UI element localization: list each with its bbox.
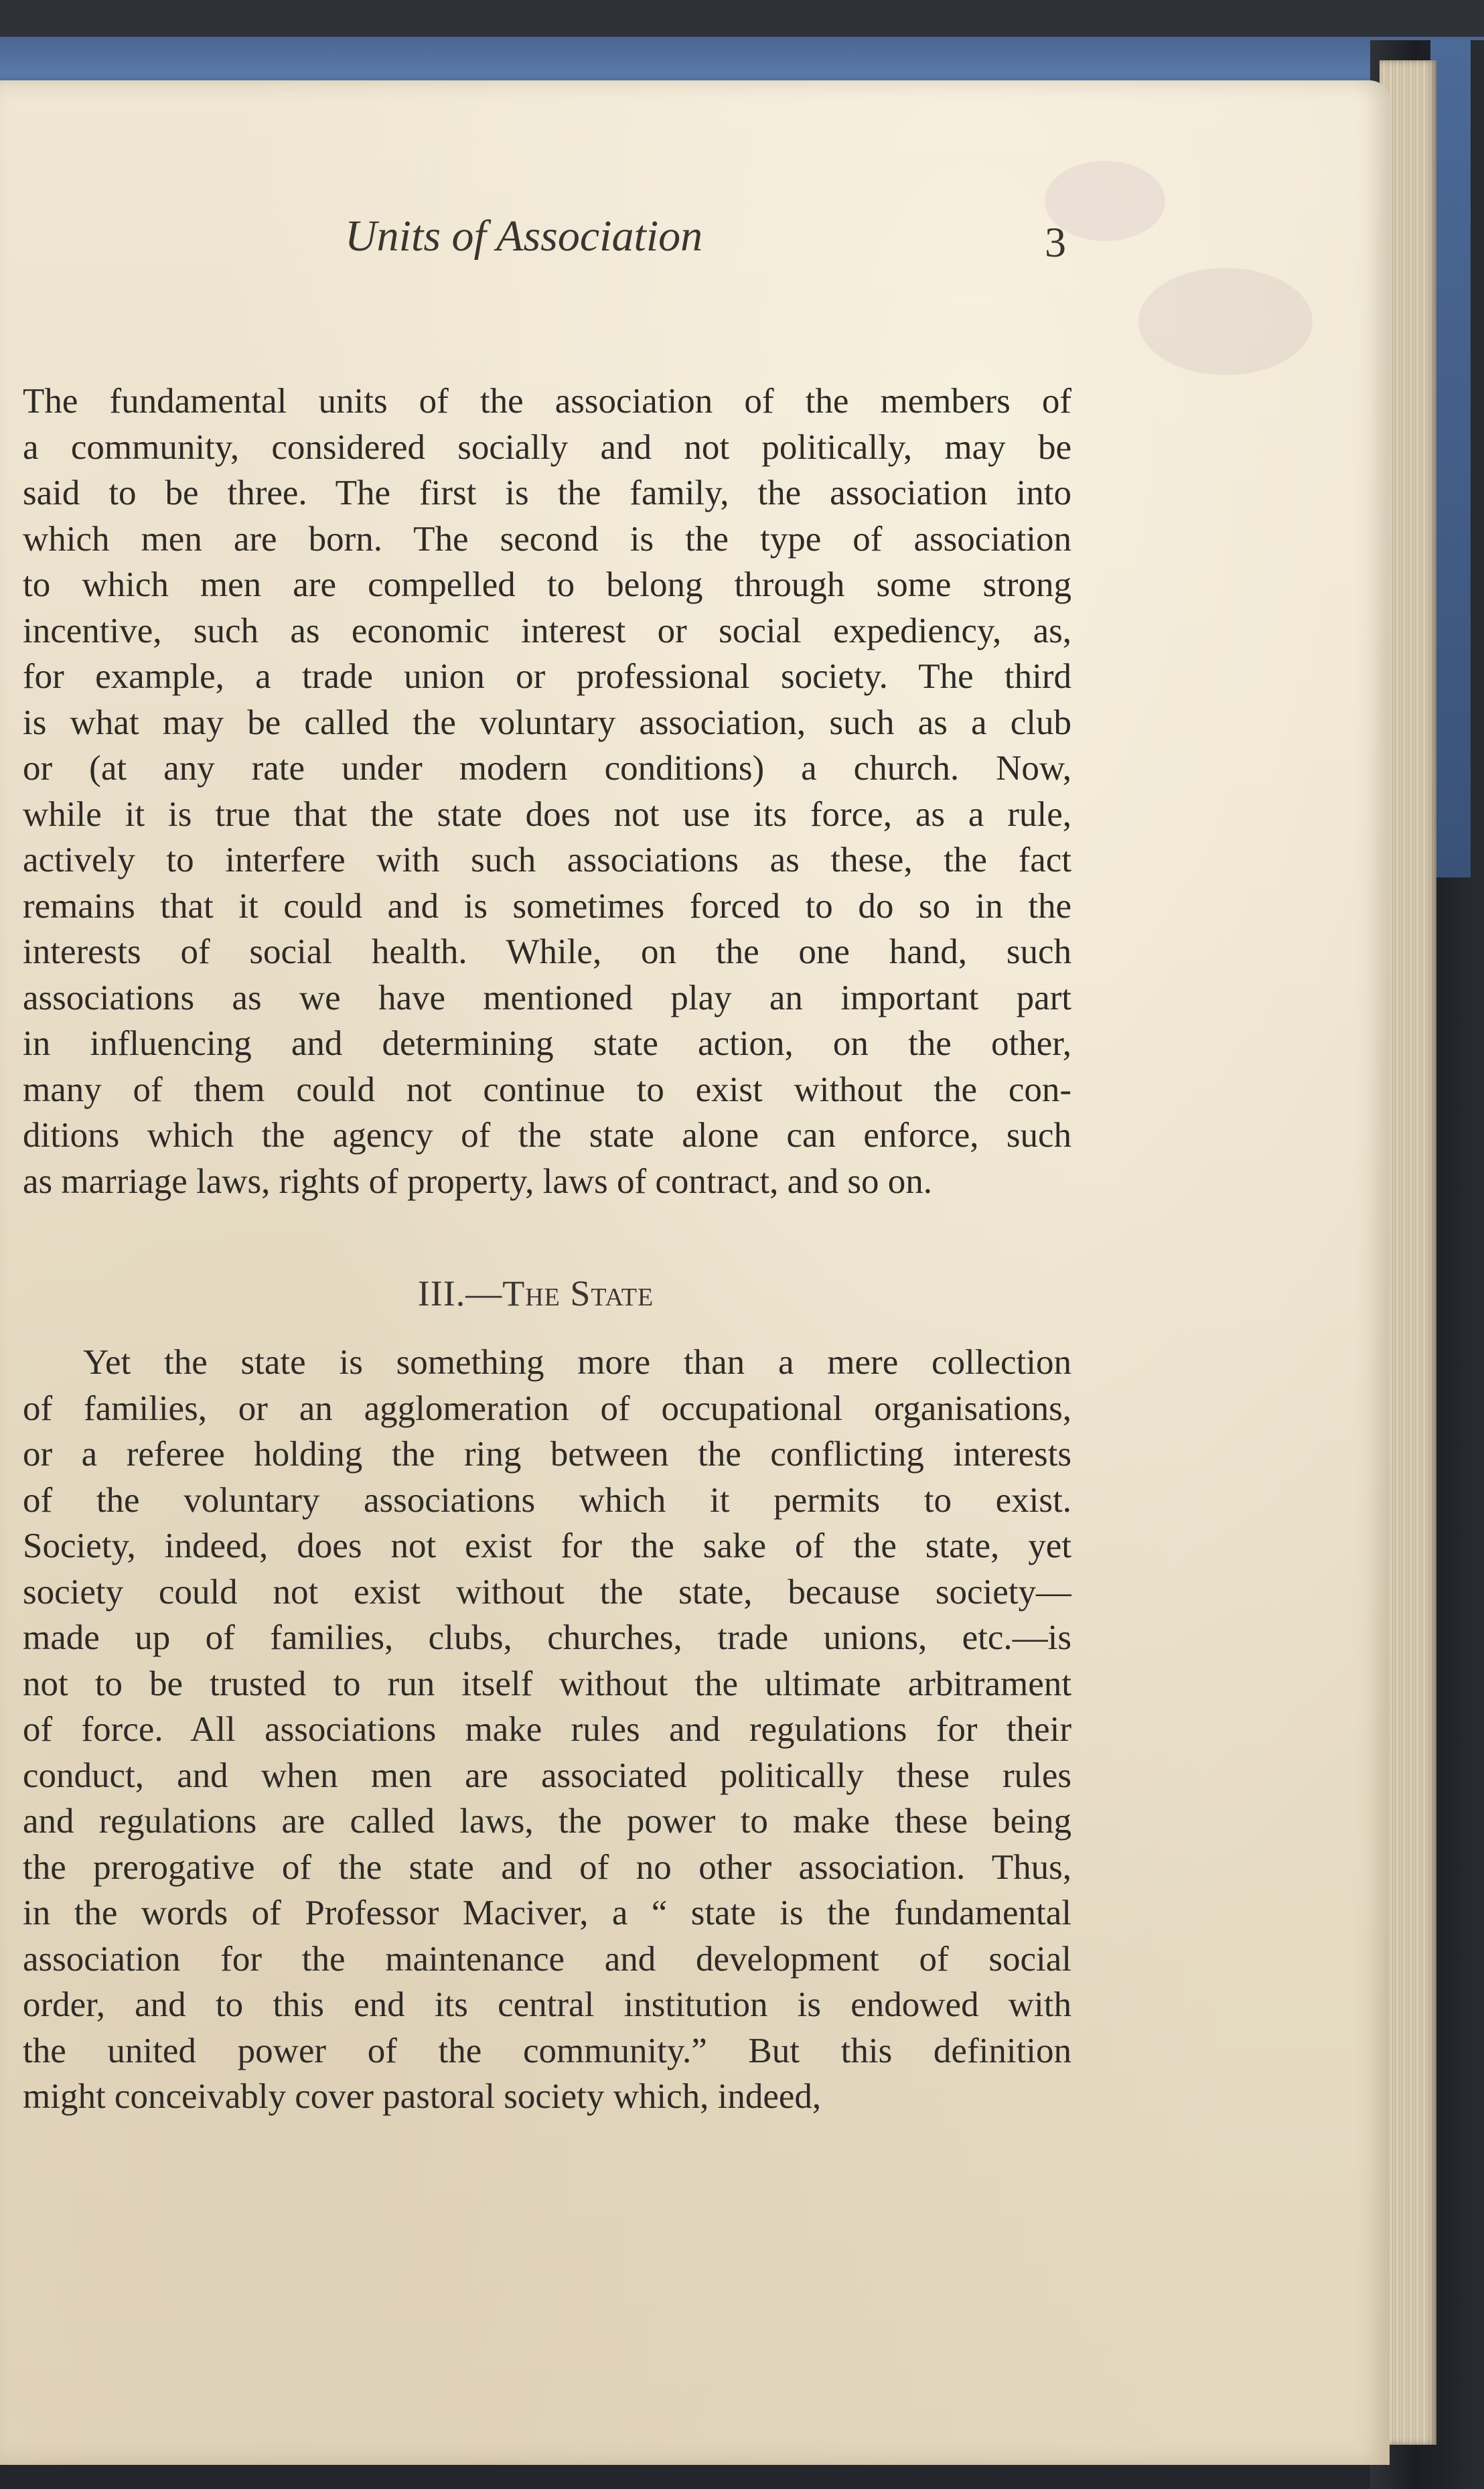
text-line: actively to interfere with such associations as these, the fact	[23, 841, 1071, 879]
text-line: ditions which the agency of the state alone can enforce, such	[23, 1116, 1071, 1155]
text-line: associations as we have mentioned play an important part	[23, 978, 1071, 1017]
text-line: interests of social health. While, on the one hand, such	[23, 932, 1071, 971]
text-line: order, and to this end its central institution is endowed with	[23, 1985, 1071, 2024]
text-line: while it is true that the state does not use its force, as a rule,	[23, 794, 1071, 834]
text-line: in influencing and determining state action, on the other,	[23, 1024, 1071, 1063]
text-line: conduct, and when men are associated politically these rules	[23, 1756, 1071, 1795]
text-line: is what may be called the voluntary association, such as a club	[23, 703, 1071, 742]
text-line: Society, indeed, does not exist for the sake of the state, yet	[23, 1526, 1071, 1565]
text-line: the prerogative of the state and of no other association. Thus,	[23, 1847, 1071, 1887]
text-line: in the words of Professor Maciver, a “ state is the fundamental	[23, 1894, 1071, 1932]
text-line: said to be three. The first is the family, the association into	[23, 474, 1071, 512]
text-line: remains that it could and is sometimes forced to do so in the	[23, 886, 1071, 926]
text-line: as marriage laws, rights of property, laws of contract, and so on.	[23, 1161, 932, 1201]
text-line: a community, considered socially and not politically, may be	[23, 427, 1071, 467]
paragraph-units-of-association	[23, 378, 1071, 1204]
text-line: Yet the state is something more than a mere collection	[83, 1343, 1071, 1382]
text-line: or a referee holding the ring between the conflicting interests	[23, 1435, 1071, 1474]
text-line: to which men are compelled to belong through some strong	[23, 565, 1071, 604]
page	[0, 80, 1390, 2465]
section-numeral: III.—	[417, 1273, 503, 1313]
text-line: not to be trusted to run itself without the ultimate arbitrament	[23, 1664, 1071, 1703]
section-title: The State	[502, 1273, 654, 1313]
text-line: incentive, such as economic interest or social expediency, as,	[23, 611, 1071, 650]
text-line: association for the maintenance and development of social	[23, 1939, 1071, 1979]
page-number: 3	[1045, 218, 1066, 266]
section-heading	[0, 1273, 1071, 1314]
paragraph-the-state	[23, 1340, 1071, 2120]
paper-stain	[1138, 268, 1313, 375]
text-line: made up of families, clubs, churches, trade unions, etc.—is	[23, 1618, 1071, 1657]
text-line: of families, or an agglomeration of occupational organisations,	[23, 1389, 1071, 1428]
text-line: society could not exist without the state, because society—	[23, 1572, 1071, 1612]
text-line: of force. All associations make rules and regulations for their	[23, 1710, 1071, 1749]
text-line: of the voluntary associations which it permits to exist.	[23, 1480, 1071, 1520]
text-line: many of them could not continue to exist without the con-	[23, 1070, 1071, 1109]
text-line: The fundamental units of the association of the members of	[23, 382, 1071, 421]
text-line: which men are born. The second is the type of association	[23, 519, 1071, 559]
text-line: and regulations are called laws, the power to make these being	[23, 1802, 1071, 1841]
text-line: for example, a trade union or professional society. The third	[23, 657, 1071, 696]
text-line: or (at any rate under modern conditions) a church. Now,	[23, 749, 1071, 788]
text-line: the united power of the community.” But this definition	[23, 2031, 1071, 2070]
text-line: might conceivably cover pastoral society which, indeed,	[23, 2077, 822, 2116]
page-header	[0, 211, 1071, 285]
running-head: Units of Association	[345, 212, 703, 261]
book-cloth-binding	[1430, 40, 1471, 877]
